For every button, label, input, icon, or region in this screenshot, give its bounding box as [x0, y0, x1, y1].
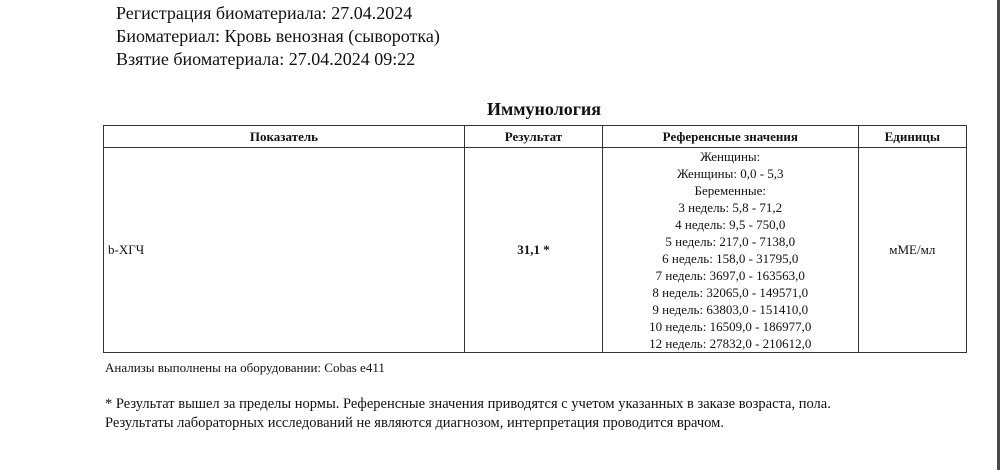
registration-date: Регистрация биоматериала: 27.04.2024 [116, 3, 413, 23]
header-reference: Референсные значения [602, 126, 858, 148]
table-row [104, 148, 967, 353]
reference-line: 7 недель: 3697,0 - 163563,0 [655, 268, 805, 283]
reference-line: 10 недель: 16509,0 - 186977,0 [649, 319, 812, 334]
patient-header [116, 2, 440, 71]
footnote-line-1: * Результат вышел за пределы нормы. Референсные значения приводятся с учетом указанных в заказе возраста, пола. [105, 396, 831, 412]
reference-line: 5 недель: 217,0 - 7138,0 [665, 234, 796, 249]
reference-line: 3 недель: 5,8 - 71,2 [678, 200, 783, 215]
header-indicator: Показатель [104, 126, 465, 148]
section-title: Иммунология [486, 99, 602, 119]
table-header-row [104, 126, 967, 148]
reference-line: 4 недель: 9,5 - 750,0 [675, 217, 786, 232]
results-table [103, 125, 967, 353]
units-value: мМЕ/мл [858, 148, 966, 353]
reference-line: Женщины: [700, 149, 761, 164]
reference-line: Беременные: [694, 183, 767, 198]
header-units: Единицы [858, 126, 966, 148]
reference-line: 9 недель: 63803,0 - 151410,0 [652, 302, 809, 317]
footnote-line-2: Результаты лабораторных исследований не являются диагнозом, интерпретация проводится врачом. [105, 415, 724, 431]
reference-line: Женщины: 0,0 - 5,3 [676, 166, 784, 181]
footnote [105, 395, 831, 433]
header-result: Результат [464, 126, 602, 148]
reference-values [602, 148, 858, 353]
reference-line: 8 недель: 32065,0 - 149571,0 [652, 285, 809, 300]
indicator-name: b-ХГЧ [104, 148, 465, 353]
reference-line: 12 недель: 27832,0 - 210612,0 [649, 336, 812, 351]
result-value: 31,1 * [464, 148, 602, 353]
reference-line: 6 недель: 158,0 - 31795,0 [662, 251, 799, 266]
biomaterial-type: Биоматериал: Кровь венозная (сыворотка) [116, 26, 440, 46]
collection-datetime: Взятие биоматериала: 27.04.2024 09:22 [116, 49, 416, 69]
equipment-note: Анализы выполнены на оборудовании: Cobas e411 [105, 360, 385, 375]
